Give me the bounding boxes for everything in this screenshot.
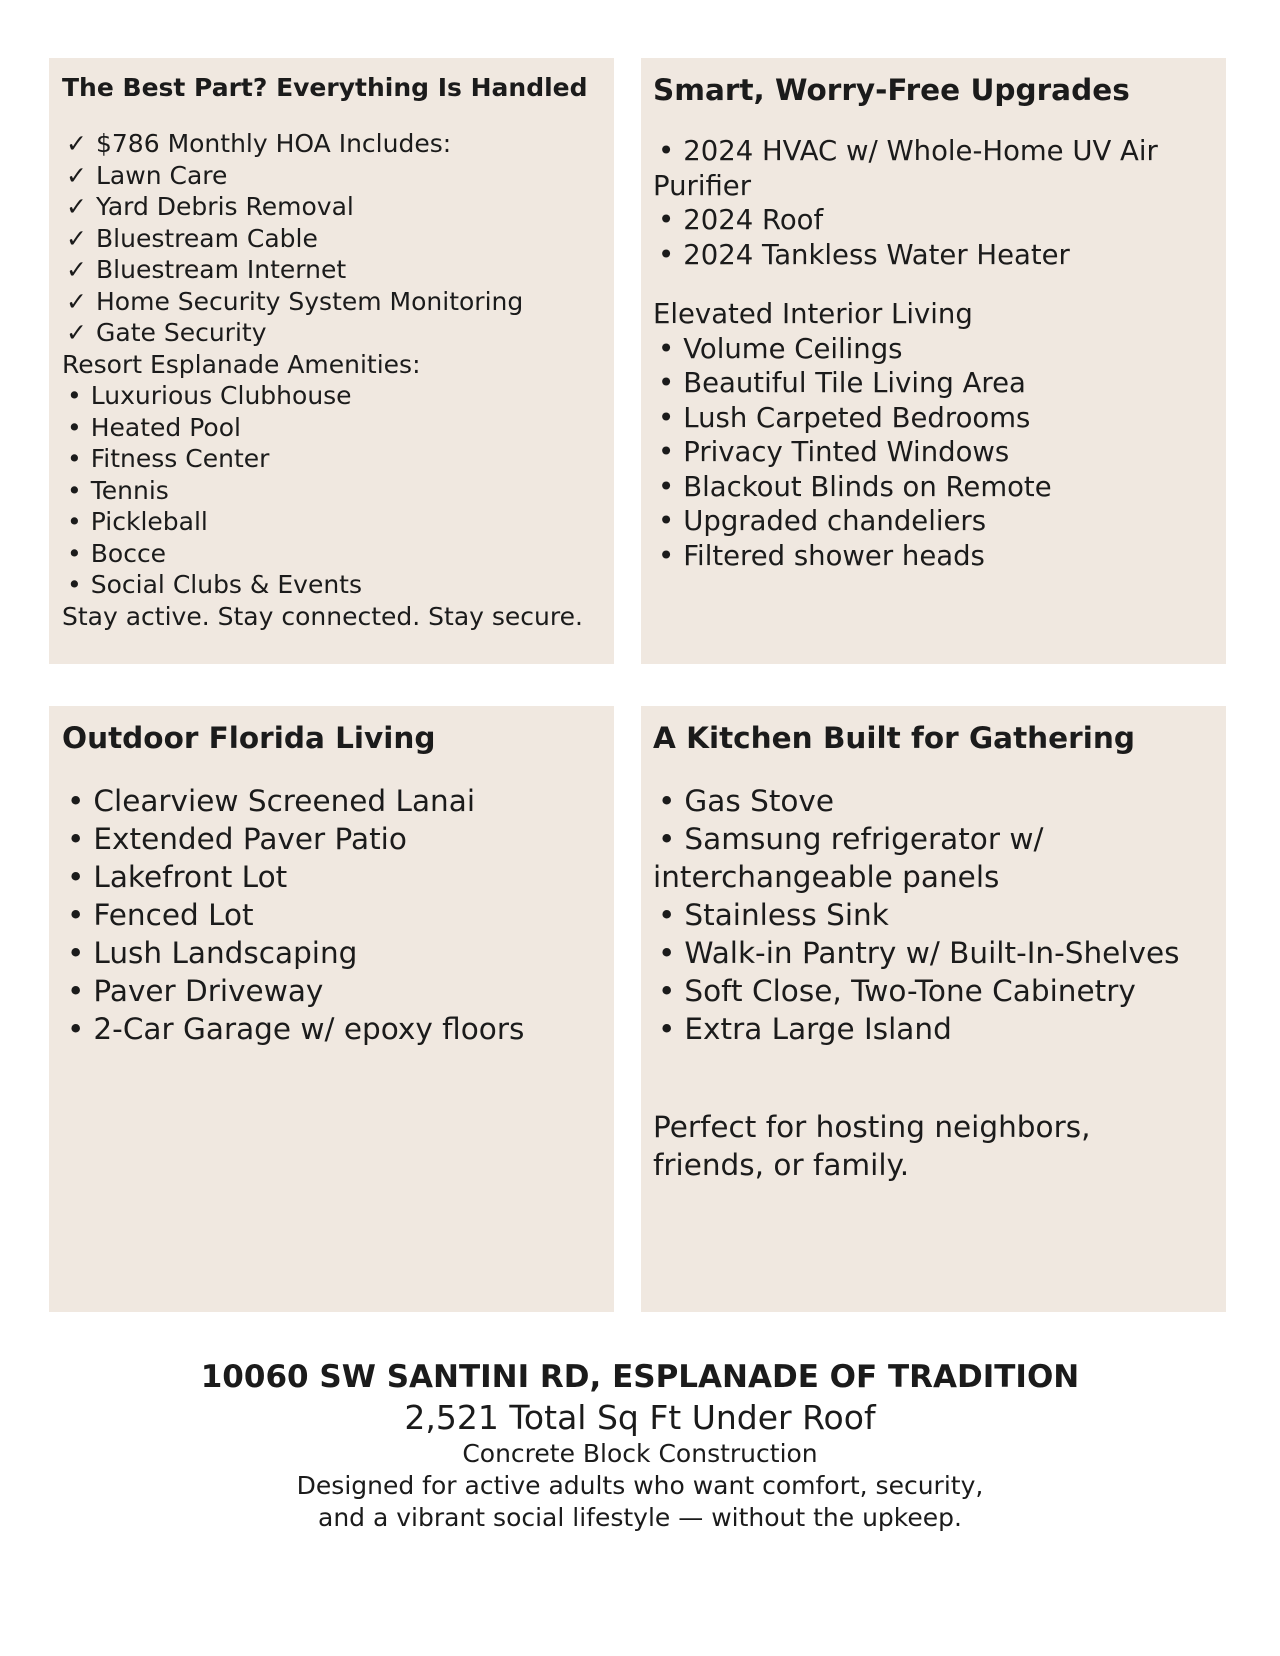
bullet-icon: •: [658, 1012, 676, 1046]
outdoor-card-title: Outdoor Florida Living: [62, 721, 436, 755]
square-footage: 2,521 Total Sq Ft Under Roof: [404, 1398, 876, 1437]
kitchen-item: • Soft Close, Two-Tone Cabinetry: [658, 974, 1136, 1008]
hoa-header: ✓ $786 Monthly HOA Includes:: [62, 128, 602, 160]
bullet-icon: •: [67, 860, 85, 894]
interior-item: • Privacy Tinted Windows: [658, 436, 1010, 468]
check-icon: ✓: [66, 129, 87, 158]
bullet-icon: •: [67, 974, 85, 1008]
amenity-item: • Bocce: [67, 538, 167, 568]
bullet-icon: •: [67, 936, 85, 970]
amenity-item: • Luxurious Clubhouse: [67, 381, 352, 410]
bullet-icon: •: [67, 507, 82, 536]
outdoor-item: • Clearview Screened Lanai: [67, 784, 476, 818]
hoa-card-title: The Best Part? Everything Is Handled: [62, 73, 588, 102]
bullet-icon: •: [658, 974, 676, 1008]
outdoor-item: • Lakefront Lot: [67, 860, 288, 894]
hoa-item: ✓ Lawn Care: [62, 160, 602, 192]
bullet-icon: •: [658, 898, 676, 932]
upgrades-card-title: Smart, Worry-Free Upgrades: [653, 73, 1130, 107]
kitchen-closing-line: friends, or family.: [653, 1148, 910, 1182]
outdoor-item: • Fenced Lot: [67, 898, 254, 932]
amenity-item: • Fitness Center: [67, 444, 270, 473]
amenity-item: • Social Clubs & Events: [67, 570, 362, 599]
upgrade-item: • 2024 HVAC w/ Whole-Home UV Air: [658, 135, 1158, 167]
kitchen-closing-line: Perfect for hosting neighbors,: [653, 1110, 1091, 1144]
interior-item: • Blackout Blinds on Remote: [658, 470, 1052, 503]
construction-type: Concrete Block Construction: [462, 1439, 818, 1468]
property-address: 10060 SW SANTINI RD, ESPLANADE OF TRADITION: [200, 1359, 1080, 1395]
bullet-icon: •: [658, 539, 675, 572]
bullet-icon: •: [658, 204, 675, 236]
hoa-tagline: Stay active. Stay connected. Stay secure.: [62, 601, 583, 631]
bullet-icon: •: [67, 570, 82, 599]
interior-item: • Beautiful Tile Living Area: [658, 367, 1026, 399]
hoa-item: ✓ Yard Debris Removal: [62, 191, 602, 223]
bullet-icon: •: [658, 135, 675, 167]
bullet-icon: •: [658, 784, 676, 818]
upgrade-item-continued: Purifier: [653, 169, 752, 202]
hoa-item: ✓ Bluestream Internet: [62, 254, 602, 286]
bullet-icon: •: [67, 538, 82, 568]
bullet-icon: •: [658, 332, 675, 365]
kitchen-card: [641, 706, 1226, 1312]
bullet-icon: •: [658, 238, 675, 271]
bullet-icon: •: [658, 401, 675, 434]
bullet-icon: •: [658, 436, 675, 468]
amenity-item: • Tennis: [67, 475, 169, 505]
check-icon: ✓: [66, 192, 87, 221]
check-icon: ✓: [66, 223, 87, 253]
kitchen-item: • Extra Large Island: [658, 1012, 952, 1046]
check-icon: ✓: [66, 318, 87, 347]
bullet-icon: •: [658, 822, 676, 856]
hoa-item: ✓ Home Security System Monitoring: [62, 286, 602, 318]
description-line: Designed for active adults who want comfort, security,: [296, 1471, 984, 1500]
bullet-icon: •: [658, 367, 675, 399]
bullet-icon: •: [658, 505, 675, 537]
interior-item: • Lush Carpeted Bedrooms: [658, 401, 1031, 434]
bullet-icon: •: [67, 444, 82, 473]
bullet-icon: •: [67, 475, 82, 505]
description-line: and a vibrant social lifestyle — without the upkeep.: [318, 1503, 962, 1532]
interior-item: • Upgraded chandeliers: [658, 505, 987, 537]
hoa-item: ✓ Gate Security: [62, 317, 602, 349]
upgrade-item: • 2024 Tankless Water Heater: [658, 238, 1070, 271]
bullet-icon: •: [658, 936, 676, 970]
check-icon: ✓: [66, 160, 87, 190]
outdoor-item: • 2-Car Garage w/ epoxy floors: [67, 1012, 525, 1046]
amenity-item: • Heated Pool: [67, 412, 241, 442]
interior-header: Elevated Interior Living: [653, 298, 973, 330]
check-icon: ✓: [66, 286, 87, 316]
hoa-item: ✓ Bluestream Cable: [62, 223, 602, 255]
bullet-icon: •: [67, 1012, 85, 1046]
outdoor-item: • Extended Paver Patio: [67, 822, 407, 856]
amenity-item: • Pickleball: [67, 507, 208, 536]
outdoor-item: • Lush Landscaping: [67, 936, 358, 970]
interior-item: • Filtered shower heads: [658, 539, 985, 572]
bullet-icon: •: [658, 470, 675, 503]
check-icon: ✓: [66, 255, 87, 284]
amenities-header: Resort Esplanade Amenities:: [62, 349, 421, 379]
kitchen-item: • Samsung refrigerator w/: [658, 822, 1044, 856]
bullet-icon: •: [67, 784, 85, 818]
bullet-icon: •: [67, 822, 85, 856]
outdoor-card: [49, 706, 614, 1312]
kitchen-item: • Walk-in Pantry w/ Built-In-Shelves: [658, 936, 1180, 970]
bullet-icon: •: [67, 412, 82, 442]
kitchen-item-continued: interchangeable panels: [653, 860, 1000, 894]
upgrades-card: [641, 58, 1226, 664]
listing-footer: [0, 1356, 1280, 1534]
outdoor-item: • Paver Driveway: [67, 974, 324, 1008]
hoa-card: [49, 58, 614, 664]
kitchen-card-title: A Kitchen Built for Gathering: [653, 721, 1135, 755]
kitchen-item: • Gas Stove: [658, 784, 835, 818]
bullet-icon: •: [67, 898, 85, 932]
bullet-icon: •: [67, 381, 82, 410]
kitchen-item: • Stainless Sink: [658, 898, 889, 932]
interior-item: • Volume Ceilings: [658, 332, 903, 365]
upgrade-item: • 2024 Roof: [658, 204, 824, 236]
